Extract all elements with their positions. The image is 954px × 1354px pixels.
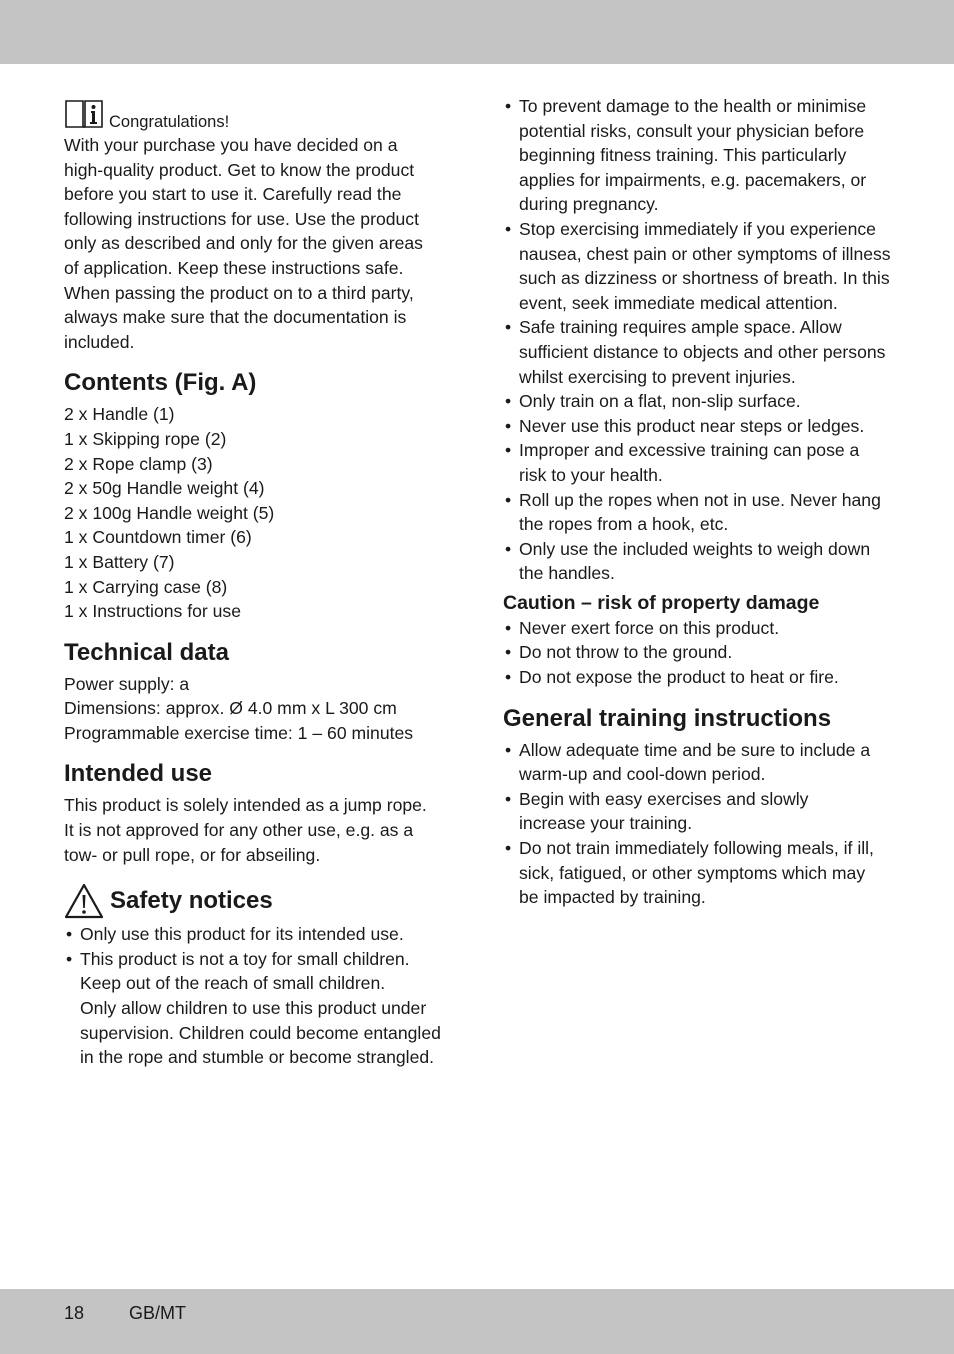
page-number: 18: [64, 1303, 85, 1323]
safety-heading: Safety notices: [110, 887, 273, 915]
list-item: • Improper and excessive training can pose a risk to your health.: [503, 438, 895, 487]
intro-paragraph: With your purchase you have decided on a high-quality product. Get to know the product before you start to use it. Carefully read the following instructions for use. Use the product only as described and only for the given areas of application. Keep these instructions safe. When passing the product on to a third party, always make sure that the documentation is included.: [64, 135, 423, 352]
list-item: Power supply: a: [64, 673, 190, 694]
list-item: • Only use the included weights to weigh down the handles.: [503, 537, 895, 586]
congratulations-label: Congratulations!: [109, 113, 230, 131]
list-item: 2 x Handle (1): [64, 404, 175, 425]
info-book-icon: [64, 98, 104, 130]
list-item: • Only train on a flat, non-slip surface.: [503, 389, 895, 414]
list-item: Dimensions: approx. Ø 4.0 mm x L 300 cm: [64, 698, 397, 719]
list-item: • To prevent damage to the health or minimise potential risks, consult your physician before beginning fitness training. This particularly applies for impairments, e.g. pacemakers, or during pregnancy.: [503, 94, 895, 217]
header-band: [0, 0, 954, 64]
language-code: GB/MT: [129, 1303, 186, 1323]
list-item: • Stop exercising immediately if you experience nausea, chest pain or other symptoms of illness such as dizziness or shortness of breath. In this event, seek immediate medical attention.: [503, 217, 895, 315]
intro-heading: [64, 94, 456, 130]
list-item: • Allow adequate time and be sure to include a warm-up and cool-down period.: [503, 738, 895, 787]
intended-use-heading: Intended use: [64, 760, 213, 788]
contents-list: [64, 402, 456, 623]
list-item: 1 x Countdown timer (6): [64, 527, 252, 548]
list-item: • This product is not a toy for small children. Keep out of the reach of small children. Only allow children to use this product under supervision. Children could become entangled in the rope and stumble or become strangled.: [64, 947, 456, 1070]
technical-data-list: [64, 672, 456, 746]
list-item: • Never use this product near steps or ledges.: [503, 414, 895, 439]
list-item: • Do not throw to the ground.: [503, 640, 895, 665]
list-item: • Only use this product for its intended use.: [64, 922, 456, 947]
safety-list: [64, 922, 456, 1070]
list-item: • Never exert force on this product.: [503, 616, 895, 641]
list-item: 1 x Instructions for use: [64, 601, 241, 622]
list-item: • Do not expose the product to heat or fire.: [503, 665, 895, 690]
caution-list: [503, 616, 895, 690]
list-item: 2 x 50g Handle weight (4): [64, 478, 265, 499]
list-item: 1 x Skipping rope (2): [64, 428, 227, 449]
warning-triangle-icon: [64, 883, 104, 919]
technical-data-heading: Technical data: [64, 638, 229, 666]
safety-heading-row: [64, 883, 456, 919]
general-training-list: [503, 738, 895, 910]
list-item: 1 x Battery (7): [64, 551, 175, 572]
left-column: [64, 94, 456, 1070]
caution-heading: Caution – risk of property damage: [503, 591, 820, 614]
list-item: • Do not train immediately following meals, if ill, sick, fatigued, or other symptoms which may be impacted by training.: [503, 836, 895, 910]
list-item: 2 x Rope clamp (3): [64, 453, 213, 474]
list-item: 1 x Carrying case (8): [64, 576, 228, 597]
general-training-heading: General training instructions: [503, 704, 832, 732]
list-item: • Roll up the ropes when not in use. Never hang the ropes from a hook, etc.: [503, 488, 895, 537]
list-item: • Safe training requires ample space. Allow sufficient distance to objects and other persons whilst exercising to prevent injuries.: [503, 315, 895, 389]
contents-heading: Contents (Fig. A): [64, 369, 257, 397]
safety-list-continued: [503, 94, 895, 586]
intended-use-paragraph: This product is solely intended as a jump rope. It is not approved for any other use, e.g. as a tow- or pull rope, or for abseiling.: [64, 795, 427, 865]
right-column: [503, 94, 895, 910]
list-item: Programmable exercise time: 1 – 60 minutes: [64, 722, 414, 743]
list-item: 2 x 100g Handle weight (5): [64, 502, 275, 523]
list-item: • Begin with easy exercises and slowly increase your training.: [503, 787, 895, 836]
